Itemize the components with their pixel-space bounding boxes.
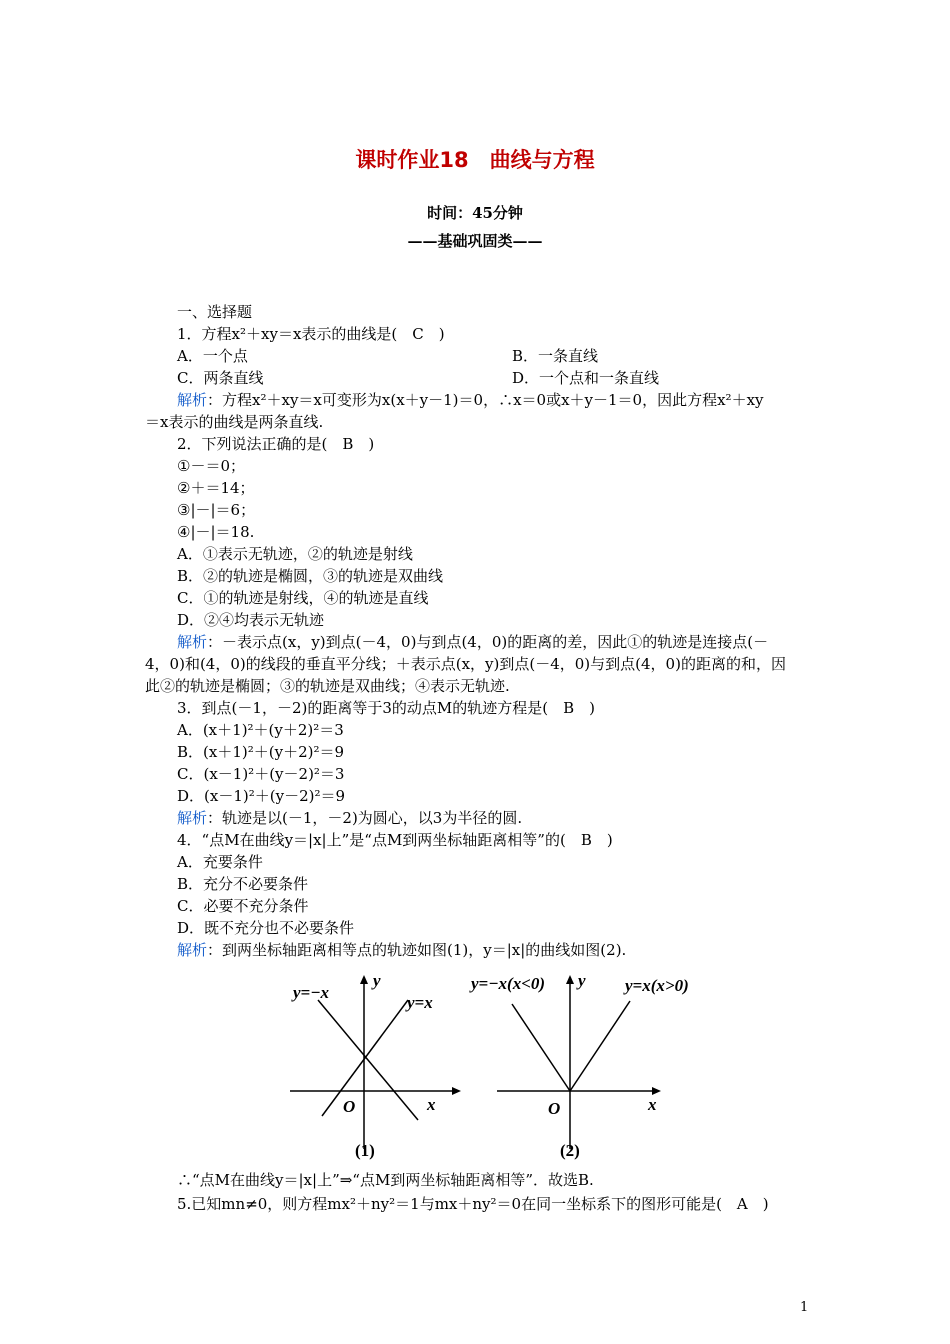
q1-solution-cont: ＝x表示的曲线是两条直线. xyxy=(145,413,324,431)
q1-stem: 1．方程x²＋xy＝x表示的曲线是( C ) xyxy=(177,325,445,343)
q3-option-c: C．(x－1)²＋(y－2)²＝3 xyxy=(177,765,345,783)
q1-option-a: A．一个点 xyxy=(177,347,248,365)
ray-left xyxy=(512,1004,570,1091)
solution-label: 解析 xyxy=(177,941,208,959)
q4-option-b: B．充分不必要条件 xyxy=(177,875,309,893)
q5-stem: 5.已知mn≠0，则方程mx²＋ny²＝1与mx＋ny²＝0在同一坐标系下的图形可能是( A ) xyxy=(177,1195,769,1213)
q4-option-c: C．必要不充分条件 xyxy=(177,897,309,915)
x-axis-arrow xyxy=(652,1087,661,1095)
origin-label: O xyxy=(343,1097,356,1116)
q4-stem: 4．“点M在曲线y＝|x|上”是“点M到两坐标轴距离相等”的( B ) xyxy=(177,831,613,849)
page-number: 1 xyxy=(800,1300,809,1315)
figure-2 xyxy=(465,966,710,1161)
figure-caption: (2) xyxy=(560,1141,580,1160)
q2-option-c: C．①的轨迹是射线，④的轨迹是直线 xyxy=(177,589,429,607)
ray-right xyxy=(570,1001,630,1091)
q3-option-d: D．(x－1)²＋(y－2)²＝9 xyxy=(177,787,346,805)
q4-solution: 解析：到两坐标轴距离相等点的轨迹如图(1)，y＝|x|的曲线如图(2). xyxy=(177,941,627,959)
q3-option-a: A．(x＋1)²＋(y＋2)²＝3 xyxy=(177,721,344,739)
x-axis-arrow xyxy=(452,1087,461,1095)
figure-caption: (1) xyxy=(355,1141,375,1160)
label-left-ray: y=−x(x<0) xyxy=(471,974,546,993)
q2-option-d: D．②④均表示无轨迹 xyxy=(177,611,325,629)
time-limit: 时间：45分钟 xyxy=(427,204,523,222)
q2-solution: 解析：－表示点(x，y)到点(－4，0)与到点(4，0)的距离的差，因此①的轨迹是连接点(－ xyxy=(177,633,769,651)
q1-option-c: C．两条直线 xyxy=(177,369,264,387)
q4-option-a: A．充要条件 xyxy=(177,853,263,871)
q4-option-d: D．既不充分也不必要条件 xyxy=(177,919,355,937)
label-right-ray: y=x(x>0) xyxy=(625,976,689,995)
label-y-x: y=x xyxy=(407,993,433,1012)
q2-statement-1: ①－＝0； xyxy=(177,457,245,475)
q2-solution-cont: 4，0)和(4，0)的线段的垂直平分线；＋表示点(x，y)到点(－4，0)与到点(4，0)的距离的和，因 xyxy=(145,655,786,673)
q2-stem: 2．下列说法正确的是( B ) xyxy=(177,435,375,453)
figure-1 xyxy=(285,966,465,1161)
q4-conclusion: ∴“点M在曲线y＝|x|上”⇒“点M到两坐标轴距离相等”．故选B. xyxy=(177,1171,594,1189)
y-axis-arrow xyxy=(360,975,368,984)
solution-label: 解析 xyxy=(177,809,208,827)
x-axis-label: x xyxy=(427,1095,436,1114)
q2-solution-cont: 此②的轨迹是椭圆；③的轨迹是双曲线；④表示无轨迹. xyxy=(145,677,510,695)
q2-option-a: A．①表示无轨迹，②的轨迹是射线 xyxy=(177,545,413,563)
q3-stem: 3．到点(－1，－2)的距离等于3的动点M的轨迹方程是( B ) xyxy=(177,699,595,717)
q2-statement-2: ②＋＝14； xyxy=(177,479,255,497)
q1-solution: 解析：方程x²＋xy＝x可变形为x(x＋y－1)＝0，∴x＝0或x＋y－1＝0，因此方程x²＋xy xyxy=(177,391,764,409)
q2-statement-4: ④|－|＝18. xyxy=(177,523,255,541)
page-title: 课时作业18 曲线与方程 xyxy=(355,148,595,172)
x-axis-label: x xyxy=(648,1095,657,1114)
section-heading: 一、选择题 xyxy=(177,303,253,321)
solution-label: 解析 xyxy=(177,391,208,409)
y-axis-label: y xyxy=(373,971,381,990)
y-axis-label: y xyxy=(578,971,586,990)
origin-label: O xyxy=(548,1099,561,1118)
label-y-neg-x: y=−x xyxy=(293,983,330,1002)
solution-label: 解析 xyxy=(177,633,208,651)
line-y-x xyxy=(322,1000,408,1116)
q2-option-b: B．②的轨迹是椭圆，③的轨迹是双曲线 xyxy=(177,567,444,585)
y-axis-arrow xyxy=(566,975,574,984)
q2-statement-3: ③|－|＝6； xyxy=(177,501,256,519)
q1-option-b: B．一条直线 xyxy=(512,347,599,365)
q3-solution: 解析：轨迹是以(－1，－2)为圆心，以3为半径的圆. xyxy=(177,809,523,827)
q3-option-b: B．(x＋1)²＋(y＋2)²＝9 xyxy=(177,743,345,761)
q1-option-d: D．一个点和一条直线 xyxy=(512,369,660,387)
category-heading: ——基础巩固类—— xyxy=(407,232,543,250)
